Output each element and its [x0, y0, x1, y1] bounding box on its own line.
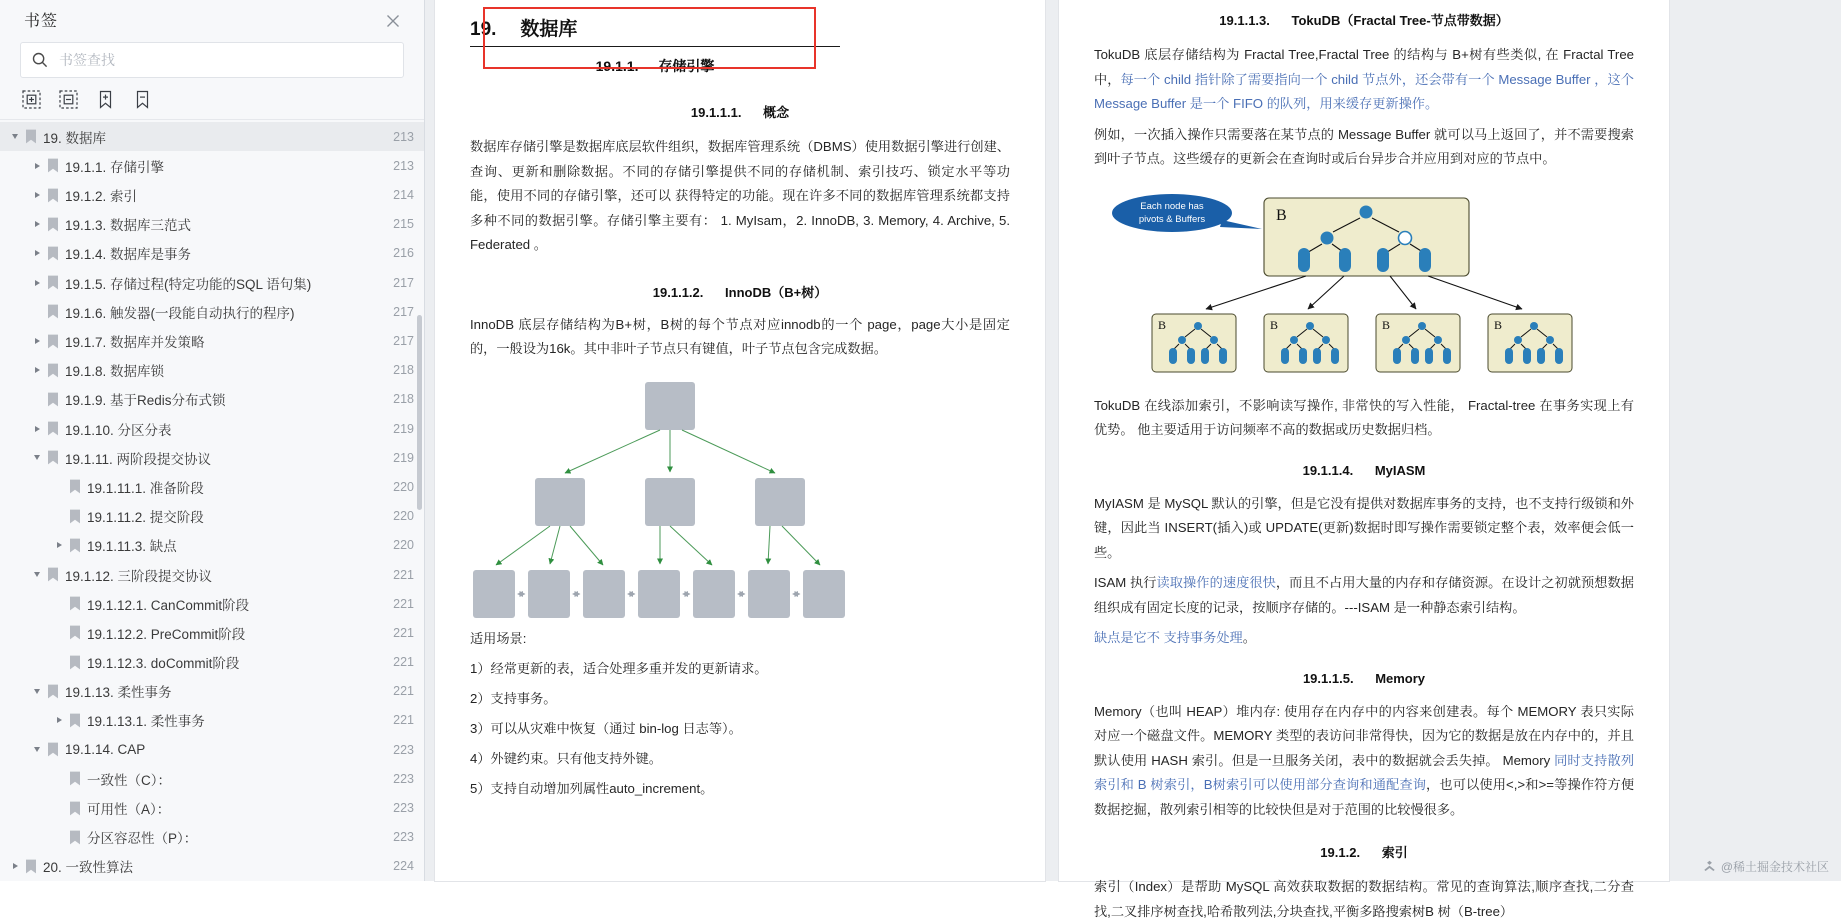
chevron-down-icon[interactable]: [30, 684, 44, 698]
bookmark-page-number: 223: [393, 771, 414, 786]
text-blue-highlight: 同时支持散列索引和 B 树索引，B树索引: [1094, 752, 1635, 792]
bookmark-tree-item[interactable]: [0, 326, 424, 355]
sidebar-scrollbar-thumb[interactable]: [417, 315, 422, 510]
document-page-right: [1059, 0, 1669, 919]
bookmark-page-number: 220: [393, 479, 414, 494]
bookmark-page-number: 221: [393, 655, 414, 670]
bookmark-item-label: 19.1.14. CAP: [65, 742, 146, 758]
bookmark-item-label: 19.1.13. 柔性事务: [65, 685, 172, 701]
bookmark-icon: [47, 275, 59, 290]
chevron-right-icon[interactable]: [30, 217, 44, 231]
paragraph-index: 索引（Index）是帮助 MySQL 高效获取数据的数据结构。常见的查询算法,顺序查找,二分查找,二叉排序树查找,哈希散列法,分块查找,平衡多路搜索树B 树（B-tree）: [1094, 879, 1634, 919]
bookmark-item-label: 一致性（C）：: [87, 772, 171, 788]
bookmark-item-label: 20. 一致性算法: [43, 860, 134, 876]
twisty-placeholder: [30, 392, 44, 406]
bookmark-tree-item[interactable]: [0, 735, 424, 764]
heading-subsection-concept: [470, 102, 1010, 121]
list-item: 5）支持自动增加列属性auto_increment。: [470, 780, 714, 796]
bookmark-tree-item[interactable]: [0, 151, 424, 180]
heading-number: 19.1.1.3.: [1219, 13, 1270, 28]
bookmark-tree-item[interactable]: [0, 122, 424, 151]
twisty-placeholder: [30, 305, 44, 319]
heading-number: 19.1.1.1.: [690, 105, 742, 120]
bookmark-icon: [69, 538, 81, 553]
text-black: TokuDB 底层存储结构为 Fractal Tree,Fractal Tree 的结构与 B+树有些类似, 在 Fractal Tree 中，: [1094, 47, 1634, 87]
bookmark-page-number: 223: [393, 830, 414, 845]
text-black: ISAM 执行: [1094, 575, 1157, 590]
bookmark-item-label: 可用性（A）：: [87, 802, 171, 818]
bookmark-tree-item[interactable]: [0, 852, 424, 881]
bookmark-tree-item[interactable]: [0, 793, 424, 822]
search-area: [0, 38, 424, 78]
heading-subsection-innodb: [470, 282, 1010, 301]
bookmark-page-number: 217: [393, 275, 414, 290]
heading-section-number: 19.1.1.: [595, 58, 639, 74]
document-page-left: [435, 0, 1045, 881]
twisty-placeholder: [52, 801, 66, 815]
bookmark-tree-item[interactable]: [0, 356, 424, 385]
search-icon: [31, 51, 49, 69]
chevron-right-icon[interactable]: [52, 713, 66, 727]
list-item: 4）外键约束。只有他支持外键。: [470, 750, 662, 766]
watermark-text: @稀土掘金技术社区: [1720, 860, 1829, 874]
bookmark-item-label: 19. 数据库: [43, 130, 107, 146]
bookmark-icon: [69, 596, 81, 611]
bookmark-page-number: 223: [393, 801, 414, 816]
chevron-right-icon[interactable]: [30, 159, 44, 173]
bookmark-tree-item[interactable]: [0, 239, 424, 268]
list-item: 2）支持事务。: [470, 690, 557, 706]
chevron-down-icon[interactable]: [30, 451, 44, 465]
bookmark-page-number: 221: [393, 713, 414, 728]
search-input[interactable]: [57, 51, 393, 69]
heading-section: [470, 47, 840, 82]
bookmark-icon: [25, 859, 37, 874]
heading-number: 19.1.1.4.: [1302, 462, 1354, 478]
bookmark-tree-item[interactable]: [0, 618, 424, 647]
bookmark-item-label: 19.1.11.2. 提交阶段: [87, 510, 204, 526]
bookmark-tree-item[interactable]: [0, 181, 424, 210]
chevron-down-icon[interactable]: [30, 568, 44, 582]
svg-text:B: B: [1382, 317, 1391, 332]
text-blue-highlight: 每一个 child 指针除了需要指向一个 child 节点外，还会带有一个 Message Buffer ，这个 Message Buffer 是一个 FIFO 的队列，用来缓存更新操作。: [1094, 71, 1634, 111]
heading-subsection-myiasm: [1094, 463, 1634, 478]
chevron-down-icon[interactable]: [30, 743, 44, 757]
heading-chapter-number: 19.: [470, 19, 497, 40]
bookmark-page-number: 221: [393, 596, 414, 611]
paragraph-concept: 数据库存储引擎是数据库底层软件组织，数据库管理系统（DBMS）使用数据引擎进行创建、查询、更新和删除数据。不同的存储引擎提供不同的存储机制、索引技巧、锁定水平等功能，使用不同的存储引擎，还可以 获得特定的功能。现在许多不同的数据库管理系统都支持多种不同的数据引擎。存储引擎主要有： 1. MyIsam，2. InnoDB, 3. Memory, 4. Archive, 5. Federated 。: [470, 139, 1010, 252]
twisty-placeholder: [52, 509, 66, 523]
bookmark-item-label: 19.1.7. 数据库并发策略: [65, 335, 205, 351]
bookmark-tree-item[interactable]: [0, 677, 424, 706]
bookmark-icon: [47, 742, 59, 757]
collapse-all-icon[interactable]: [59, 90, 78, 109]
bookmark-page-number: 218: [393, 392, 414, 407]
bookmark-page-number: 219: [393, 421, 414, 436]
text-black: ，而且不占用大量的内存和存储资源。在设计之初就预想数据组织成有固定长度的记录，按顺序存储的。---ISAM 是一种静态索引结构。: [1094, 575, 1634, 615]
bookmark-item-label: 19.1.12.1. CanCommit阶段: [87, 597, 250, 613]
bookmark-icon: [69, 830, 81, 845]
chevron-down-icon[interactable]: [8, 130, 22, 144]
bookmark-icon: [47, 684, 59, 699]
bookmark-item-label: 19.1.10. 分区分表: [65, 422, 172, 438]
heading-number: 19.1.1.5.: [1302, 670, 1354, 686]
bookmark-tree-item[interactable]: [0, 560, 424, 589]
chevron-right-icon[interactable]: [30, 334, 44, 348]
chevron-right-icon[interactable]: [30, 276, 44, 290]
bookmark-item-label: 19.1.12. 三阶段提交协议: [65, 568, 213, 584]
bookmark-icon: [69, 509, 81, 524]
bookmark-item-label: 19.1.13.1. 柔性事务: [87, 714, 205, 730]
bookmark-icon: [69, 771, 81, 786]
chevron-right-icon[interactable]: [8, 859, 22, 873]
bookmark-tree-item[interactable]: [0, 648, 424, 677]
bookmark-icon: [47, 392, 59, 407]
page-gap: [1045, 0, 1059, 881]
text-blue-highlight: 可以使用部分查询和通配查询: [1252, 777, 1427, 792]
text-blue-highlight: 缺点是它不 支持事务处理: [1094, 630, 1243, 645]
chevron-right-icon[interactable]: [30, 246, 44, 260]
text-black: Memory（也叫 HEAP）堆内存: 使用存在内存中的内容来创建表。每个 MEMORY 表只实际对应一个磁盘文件。MEMORY 类型的表访问非常得快，因为它的数据是放在内存中的，并且默认使用 HASH 索引。但是一旦服务关闭，表中的数据就会丢失掉。 Memory: [1094, 703, 1634, 768]
twisty-placeholder: [52, 626, 66, 640]
bookmark-icon: [25, 129, 37, 144]
list-item: 1）经常更新的表，适合处理多重并发的更新请求。: [470, 660, 768, 676]
sidebar-header: [0, 0, 424, 38]
bookmark-page-number: 215: [393, 217, 414, 232]
bookmark-item-label: 19.1.11.3. 缺点: [87, 539, 177, 555]
text-black: 。: [1242, 630, 1256, 645]
remove-bookmark-icon[interactable]: [133, 90, 152, 109]
heading-chapter: [470, 8, 840, 47]
bookmark-page-number: 217: [393, 334, 414, 349]
bookmark-page-number: 224: [393, 859, 414, 874]
bookmark-icon: [47, 334, 59, 349]
heading-subsection-memory: [1094, 671, 1634, 686]
heading-text: 索引: [1381, 845, 1408, 860]
bookmark-item-label: 19.1.5. 存储过程(特定功能的SQL 语句集): [65, 276, 312, 292]
svg-text:pivots & Buffers: pivots & Buffers: [1138, 213, 1206, 225]
heading-text: TokuDB（Fractal Tree-节点带数据）: [1291, 13, 1509, 28]
twisty-placeholder: [52, 772, 66, 786]
bookmark-icon: [47, 304, 59, 319]
sidebar-title: 书签: [24, 12, 59, 30]
paragraph-tokudb-1: [1094, 43, 1634, 117]
paragraph-myiasm-1: MyIASM 是 MySQL 默认的引擎，但是它没有提供对数据库事务的支持，也不支持行级锁和外键，因此当 INSERT(插入)或 UPDATE(更新)数据时即写操作需要锁定整个表，效率便会低一些。: [1094, 495, 1634, 560]
juejin-logo-icon: [1703, 860, 1716, 873]
paragraph-tokudb-2: 例如，一次插入操作只需要落在某节点的 Message Buffer 就可以马上返回了，并不需要搜索到叶子节点。这些缓存的更新会在查询时或后台异步合并应用到对应的节点中。: [1094, 126, 1634, 166]
bookmark-item-label: 分区容忍性（P）：: [87, 831, 198, 847]
chevron-right-icon[interactable]: [30, 363, 44, 377]
chevron-right-icon[interactable]: [30, 188, 44, 202]
bookmark-item-label: 19.1.6. 触发器(一段能自动执行的程序): [65, 305, 295, 321]
bookmark-tree-item[interactable]: [0, 268, 424, 297]
bookmark-icon: [69, 713, 81, 728]
twisty-placeholder: [52, 655, 66, 669]
bookmark-tree-item[interactable]: [0, 764, 424, 793]
bookmark-tree-item[interactable]: [0, 443, 424, 472]
bplus-tree-diagram: [470, 378, 1010, 618]
bookmark-tree-item[interactable]: [0, 210, 424, 239]
document-viewer: [425, 0, 1841, 919]
heading-text: MyIASM: [1374, 462, 1426, 478]
bookmark-icon: [47, 246, 59, 261]
bookmark-page-number: 221: [393, 567, 414, 582]
close-icon[interactable]: [384, 12, 402, 30]
bookmark-icon: [47, 217, 59, 232]
bookmark-icon: [47, 567, 59, 582]
bookmark-tree-item[interactable]: [0, 297, 424, 326]
bookmark-item-label: 19.1.8. 数据库锁: [65, 364, 165, 380]
chevron-right-icon[interactable]: [30, 422, 44, 436]
svg-text:B: B: [1494, 317, 1503, 332]
bookmark-icon: [47, 363, 59, 378]
twisty-placeholder: [52, 480, 66, 494]
paragraph-isam-drawback: [1094, 626, 1634, 651]
text-black: ，也可以使用<,>和>=等操作符方便数据挖掘，散列索引相等的比较快但是对于范围的比较慢很多。: [1094, 777, 1635, 817]
bookmark-tree-item[interactable]: [0, 706, 424, 735]
heading-subsection-tokudb: [1094, 10, 1634, 29]
bookmark-icon: [47, 188, 59, 203]
bookmark-tree-item[interactable]: [0, 589, 424, 618]
bookmark-page-number: 218: [393, 363, 414, 378]
bookmark-page-number: 216: [393, 246, 414, 261]
svg-text:B: B: [1276, 206, 1287, 224]
bookmark-page-number: 217: [393, 304, 414, 319]
bookmark-icon: [69, 801, 81, 816]
expand-all-icon[interactable]: [22, 90, 41, 109]
bookmark-page-number: 221: [393, 684, 414, 699]
heading-text: 概念: [763, 105, 790, 120]
heading-text: InnoDB（B+树）: [725, 284, 828, 300]
text-blue-highlight: 读取操作的速度很快: [1156, 575, 1276, 590]
paragraph-tokudb-3: TokuDB 在线添加索引，不影响读写操作, 非常快的写入性能， Fractal-tree 在事务实现上有优势。 他主要适用于访问频率不高的数据或历史数据归档。: [1094, 397, 1634, 437]
bookmark-icon: [47, 421, 59, 436]
bookmark-icon: [69, 655, 81, 670]
bookmark-page-number: 221: [393, 625, 414, 640]
bookmark-item-label: 19.1.4. 数据库是事务: [65, 247, 192, 263]
bookmark-tree[interactable]: [0, 120, 424, 881]
bookmark-icon: [69, 625, 81, 640]
bookmark-item-label: 19.1.12.2. PreCommit阶段: [87, 626, 246, 642]
bookmark-icon: [47, 158, 59, 173]
bookmark-tree-item[interactable]: [0, 472, 424, 501]
bookmark-page-number: 219: [393, 450, 414, 465]
bookmarks-sidebar: [0, 0, 425, 881]
paragraph-memory: [1094, 700, 1634, 823]
bookmark-page-number: 223: [393, 742, 414, 757]
watermark: [1703, 858, 1829, 875]
bookmark-page-number: 220: [393, 538, 414, 553]
heading-chapter-title: 数据库: [520, 19, 578, 40]
heading-section-title: 存储引擎: [658, 58, 715, 74]
bookmark-page-number: 213: [393, 158, 414, 173]
scenario-heading: 适用场景:: [470, 630, 527, 646]
heading-section-index: [1094, 842, 1634, 861]
bookmark-item-label: 19.1.9. 基于Redis分布式锁: [65, 393, 226, 409]
heading-text: Memory: [1375, 670, 1426, 686]
fractal-tree-diagram: [1094, 186, 1634, 386]
add-bookmark-icon[interactable]: [96, 90, 115, 109]
bookmark-item-label: 19.1.11.1. 准备阶段: [87, 480, 204, 496]
bookmark-tree-item[interactable]: [0, 502, 424, 531]
bookmark-item-label: 19.1.12.3. doCommit阶段: [87, 656, 240, 672]
bookmark-page-number: 220: [393, 509, 414, 524]
chevron-right-icon[interactable]: [52, 538, 66, 552]
svg-text:B: B: [1270, 317, 1279, 332]
heading-number: 19.1.2.: [1320, 845, 1361, 860]
bookmark-tree-item[interactable]: [0, 823, 424, 852]
bookmark-icon: [69, 479, 81, 494]
bookmark-item-label: 19.1.11. 两阶段提交协议: [65, 451, 212, 467]
paragraph-innodb: InnoDB 底层存储结构为B+树，B树的每个节点对应innodb的一个 page，page大小是固定的，一般设为16k。其中非叶子节点只有键值，叶子节点包含完成数据。: [470, 316, 1010, 356]
paragraph-isam: [1094, 571, 1634, 620]
twisty-placeholder: [52, 830, 66, 844]
bookmark-tree-item[interactable]: [0, 414, 424, 443]
twisty-placeholder: [52, 597, 66, 611]
list-item: 3）可以从灾难中恢复（通过 bin-log 日志等）。: [470, 720, 742, 736]
sidebar-toolbar: [0, 78, 424, 119]
bookmark-page-number: 214: [393, 188, 414, 203]
svg-text:Each node has: Each node has: [1140, 200, 1204, 212]
bookmark-page-number: 213: [393, 129, 414, 144]
bookmark-icon: [47, 450, 59, 465]
heading-number: 19.1.1.2.: [652, 284, 704, 300]
bookmark-item-label: 19.1.3. 数据库三范式: [65, 218, 192, 234]
bookmark-item-label: 19.1.1. 存储引擎: [65, 159, 165, 175]
bookmark-tree-item[interactable]: [0, 531, 424, 560]
bookmark-tree-item[interactable]: [0, 385, 424, 414]
svg-text:B: B: [1158, 317, 1167, 332]
search-box[interactable]: [20, 42, 404, 78]
bookmark-item-label: 19.1.2. 索引: [65, 189, 138, 205]
